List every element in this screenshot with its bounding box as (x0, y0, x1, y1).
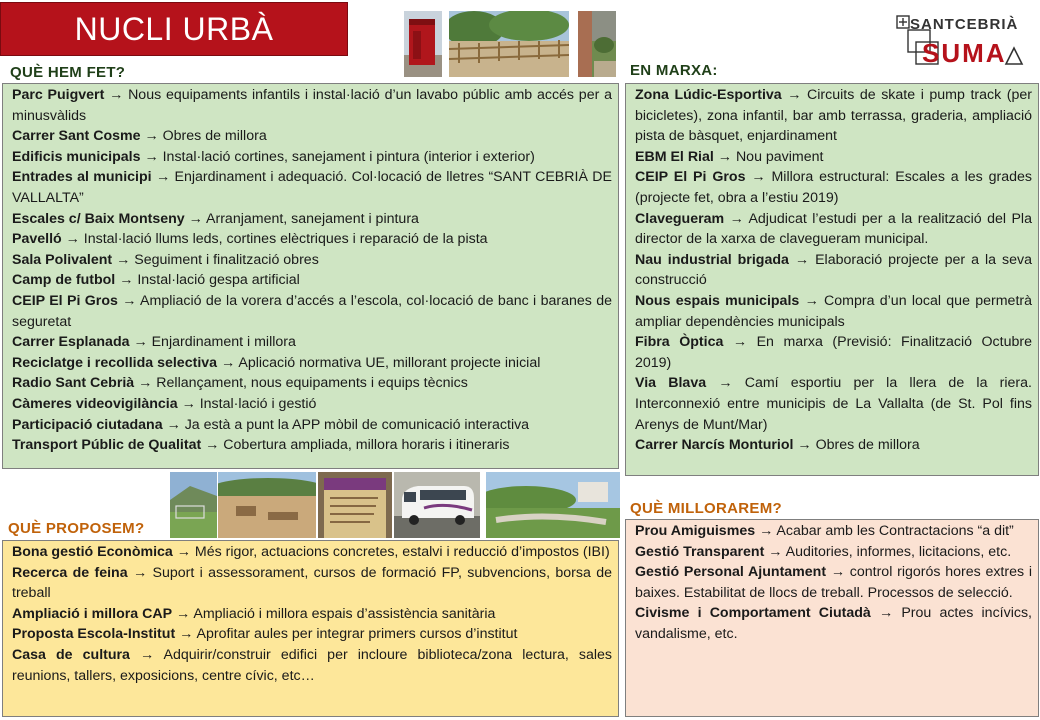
arrow-icon: → (830, 564, 846, 581)
arrow-icon: → (732, 334, 748, 351)
item-text: Enjardinament i millora (151, 334, 296, 351)
item-name: Edificis municipals (12, 148, 141, 165)
arrow-icon: → (144, 148, 159, 165)
item-name: Zona Lúdic-Esportiva (635, 87, 782, 103)
list-item (12, 209, 612, 230)
item-name: Clavegueram (635, 210, 725, 227)
arrow-icon: → (181, 395, 196, 412)
arrow-icon: → (768, 543, 783, 560)
playground-works-photo (218, 472, 316, 538)
info-sign-photo (318, 472, 392, 538)
list-item (12, 415, 612, 436)
arrow-icon: → (759, 523, 774, 539)
item-text: Obres de millora (815, 437, 920, 454)
item-text: Adjudicat l’estudi per a la realització del Pla director de la xarxa de clavegueram municipal. (635, 210, 1032, 248)
item-text: Obres de millora (162, 128, 267, 145)
item-text: Elaboració projecte per a la seva construcció (635, 251, 1032, 289)
item-name: Ampliació i millora CAP (12, 605, 173, 622)
arrow-icon: → (717, 148, 732, 165)
list-item (12, 645, 612, 686)
garden-path-photo (578, 11, 616, 77)
item-text: Instal·lació cortines, sanejament i pintura (interior i exterior) (162, 148, 535, 165)
panel-que-hem-fet (2, 83, 619, 469)
item-name: Reciclatge i recollida selectiva (12, 354, 218, 371)
list-item (12, 604, 612, 625)
town-entrance-photo (486, 472, 620, 538)
arrow-icon: → (718, 375, 733, 392)
arrow-icon: → (188, 210, 203, 227)
item-text: Ja està a punt la APP mòbil de comunicació interactiva (184, 416, 530, 433)
arrow-icon: → (116, 251, 131, 268)
item-name: Civisme i Comportament Ciutadà (635, 605, 871, 622)
item-name: Via Blava (635, 375, 707, 392)
item-name: Càmeres videovigilància (12, 395, 178, 412)
list-item (12, 435, 612, 456)
arrow-icon: → (787, 87, 802, 103)
list-item (635, 542, 1032, 563)
item-text: Aplicació normativa UE, millorant projecte inicial (238, 354, 541, 371)
panel-que-millorarem (625, 519, 1039, 717)
list-item (12, 353, 612, 374)
arrow-icon: → (878, 605, 894, 622)
page-title: NUCLI URBÀ (74, 10, 274, 47)
panel-en-marxa (625, 83, 1039, 476)
item-name: Bona gestió Econòmica (12, 544, 173, 560)
arrow-icon: → (65, 231, 80, 248)
list-item (12, 394, 612, 415)
item-text: Ampliació i millora espais d’assistència sanitària (193, 605, 496, 622)
item-text: Suport i assessorament, cursos de formació FP, subvencions, borsa de treball (12, 564, 612, 602)
item-text: Millora estructural: Escales a les grades (projecte fet, obra a l’estiu 2019) (635, 169, 1033, 206)
list-item (635, 435, 1032, 456)
item-text: Ampliació de la vorera d’accés a l’escola, col·locació de banc i baranes de seguretat (12, 292, 612, 330)
item-text: Adquirir/construir edifici per incloure biblioteca/zona lectura, sales reunions, tallers, exposicions, centre cívic, etc… (12, 646, 612, 684)
item-name: Carrer Narcís Monturiol (635, 437, 794, 454)
list-item (635, 250, 1032, 291)
list-item (12, 563, 612, 604)
arrow-icon: → (221, 354, 236, 371)
heading-que-proposem: QUÈ PROPOSEM? (8, 520, 145, 537)
heading-que-millorarem: QUÈ MILLORAREM? (630, 500, 782, 517)
list-item (12, 291, 612, 332)
arrow-icon: → (205, 437, 220, 454)
panel-que-proposem (2, 540, 619, 717)
item-text: Nous equipaments infantils i instal·lació d’un lavabo públic amb accés per a minusvàlids (12, 87, 612, 124)
list-item (635, 373, 1032, 435)
item-name: Participació ciutadana (12, 416, 163, 433)
item-text: Acabar amb les Contractacions “a dit” (776, 523, 1014, 539)
item-text: Instal·lació i gestió (199, 395, 317, 412)
item-name: Gestió Transparent (635, 543, 765, 560)
item-name: Recerca de feina (12, 564, 128, 581)
arrow-icon: → (797, 437, 812, 454)
list-item (12, 126, 612, 147)
red-kiosk-photo (404, 11, 442, 77)
arrow-icon: → (119, 272, 134, 289)
arrow-icon: → (144, 128, 159, 145)
list-item (12, 542, 612, 563)
arrow-icon: → (109, 87, 124, 103)
list-item (12, 250, 612, 271)
item-text: Circuits de skate i pump track (per bicicletes), zona infantil, bar amb terrassa, graderia, ampliació pista de bàsquet, enjardinament (635, 87, 1032, 145)
item-name: Proposta Escola-Institut (12, 626, 176, 643)
arrow-icon: → (140, 646, 155, 663)
item-name: Entrades al municipi (12, 169, 152, 186)
list-item (12, 332, 612, 353)
arrow-icon: → (176, 605, 191, 622)
item-name: Fibra Òptica (635, 334, 724, 351)
item-name: Radio Sant Cebrià (12, 375, 135, 392)
arrow-icon: → (133, 334, 148, 351)
list-item (635, 332, 1032, 373)
arrow-icon: → (176, 544, 191, 560)
item-name: Nau industrial brigada (635, 251, 789, 268)
arrow-icon: → (804, 292, 819, 309)
list-item (635, 209, 1032, 250)
list-item (12, 85, 612, 126)
item-name: Gestió Personal Ajuntament (635, 564, 827, 581)
item-text: Nou paviment (735, 148, 824, 165)
item-name: Carrer Sant Cosme (12, 128, 141, 145)
arrow-icon: → (122, 292, 137, 309)
item-name: CEIP El Pi Gros (12, 292, 118, 309)
heading-que-hem-fet: QUÈ HEM FET? (10, 64, 126, 81)
list-item (12, 373, 612, 394)
park-fence-photo (449, 11, 569, 77)
arrow-icon: → (138, 375, 153, 392)
list-item (635, 147, 1032, 168)
item-name: Sala Polivalent (12, 251, 113, 268)
item-name: Prou Amiguismes (635, 523, 756, 539)
minibus-photo (394, 472, 480, 538)
item-text: Seguiment i finalització obres (134, 251, 319, 268)
item-text: Instal·lació gespa artificial (137, 272, 300, 289)
item-text: control rigorós hores extres i baixes. Estabilitat de llocs de treball. Processos de selecció. (635, 564, 1032, 601)
item-name: Casa de cultura (12, 646, 130, 663)
item-name: Escales c/ Baix Montseny (12, 210, 185, 227)
list-item (12, 147, 612, 168)
list-item (635, 167, 1032, 208)
list-item (635, 562, 1032, 603)
arrow-icon: → (166, 416, 181, 433)
list-item (635, 291, 1032, 332)
item-text: Aprofitar aules per integrar primers cursos d’institut (196, 626, 518, 643)
list-item (12, 270, 612, 291)
item-text: Prou actes incívics, vandalisme, etc. (635, 605, 1032, 642)
item-text: Camí esportiu per la llera de la riera. Interconnexió entre municipis de La Vallalta (de St. Pol fins Arenys de Munt/Mar) (635, 375, 1032, 433)
logo-bottom-text: SUMA (922, 38, 1007, 68)
item-name: Nous espais municipals (635, 292, 800, 309)
list-item (635, 603, 1032, 644)
item-name: Pavelló (12, 231, 62, 248)
item-text: Instal·lació llums leds, cortines elèctriques i reparació de la pista (83, 231, 488, 248)
logo-top-text: SANTCEBRIÀ (910, 16, 1019, 33)
arrow-icon: → (179, 626, 194, 643)
arrow-icon: → (794, 251, 810, 268)
item-text: Més rigor, actuacions concretes, estalvi i reducció d’impostos (IBI) (194, 544, 610, 560)
item-name: Parc Puigvert (12, 87, 105, 103)
arrow-icon: → (132, 564, 148, 581)
item-name: Carrer Esplanada (12, 334, 130, 351)
list-item (12, 624, 612, 645)
item-text: Auditories, informes, licitacions, etc. (785, 543, 1012, 560)
list-item (12, 229, 612, 250)
arrow-icon: → (729, 210, 744, 227)
item-name: EBM El Rial (635, 148, 714, 165)
item-text: Arranjament, sanejament i pintura (206, 210, 419, 227)
item-text: Cobertura ampliada, millora horaris i itineraris (223, 437, 510, 454)
list-item (635, 521, 1032, 542)
santcebria-suma-logo (896, 14, 1026, 70)
item-name: Transport Públic de Qualitat (12, 437, 202, 454)
sports-field-photo (170, 472, 217, 538)
item-name: CEIP El Pi Gros (635, 169, 746, 186)
heading-en-marxa: EN MARXA: (630, 62, 718, 79)
arrow-icon: → (155, 169, 171, 186)
item-text: En marxa (Previsió: Finalització Octubre 2019) (635, 334, 1032, 371)
arrow-icon: → (751, 169, 766, 186)
item-text: Rellançament, nous equipaments i equips tècnics (156, 375, 468, 392)
item-text: Enjardinament i adequació. Col·locació de lletres “SANT CEBRIÀ DE VALLALTA” (12, 169, 612, 206)
item-text: Compra d’un local que permetrà ampliar dependències municipals (635, 292, 1032, 330)
list-item (12, 167, 612, 208)
item-name: Camp de futbol (12, 272, 116, 289)
list-item (635, 85, 1032, 147)
